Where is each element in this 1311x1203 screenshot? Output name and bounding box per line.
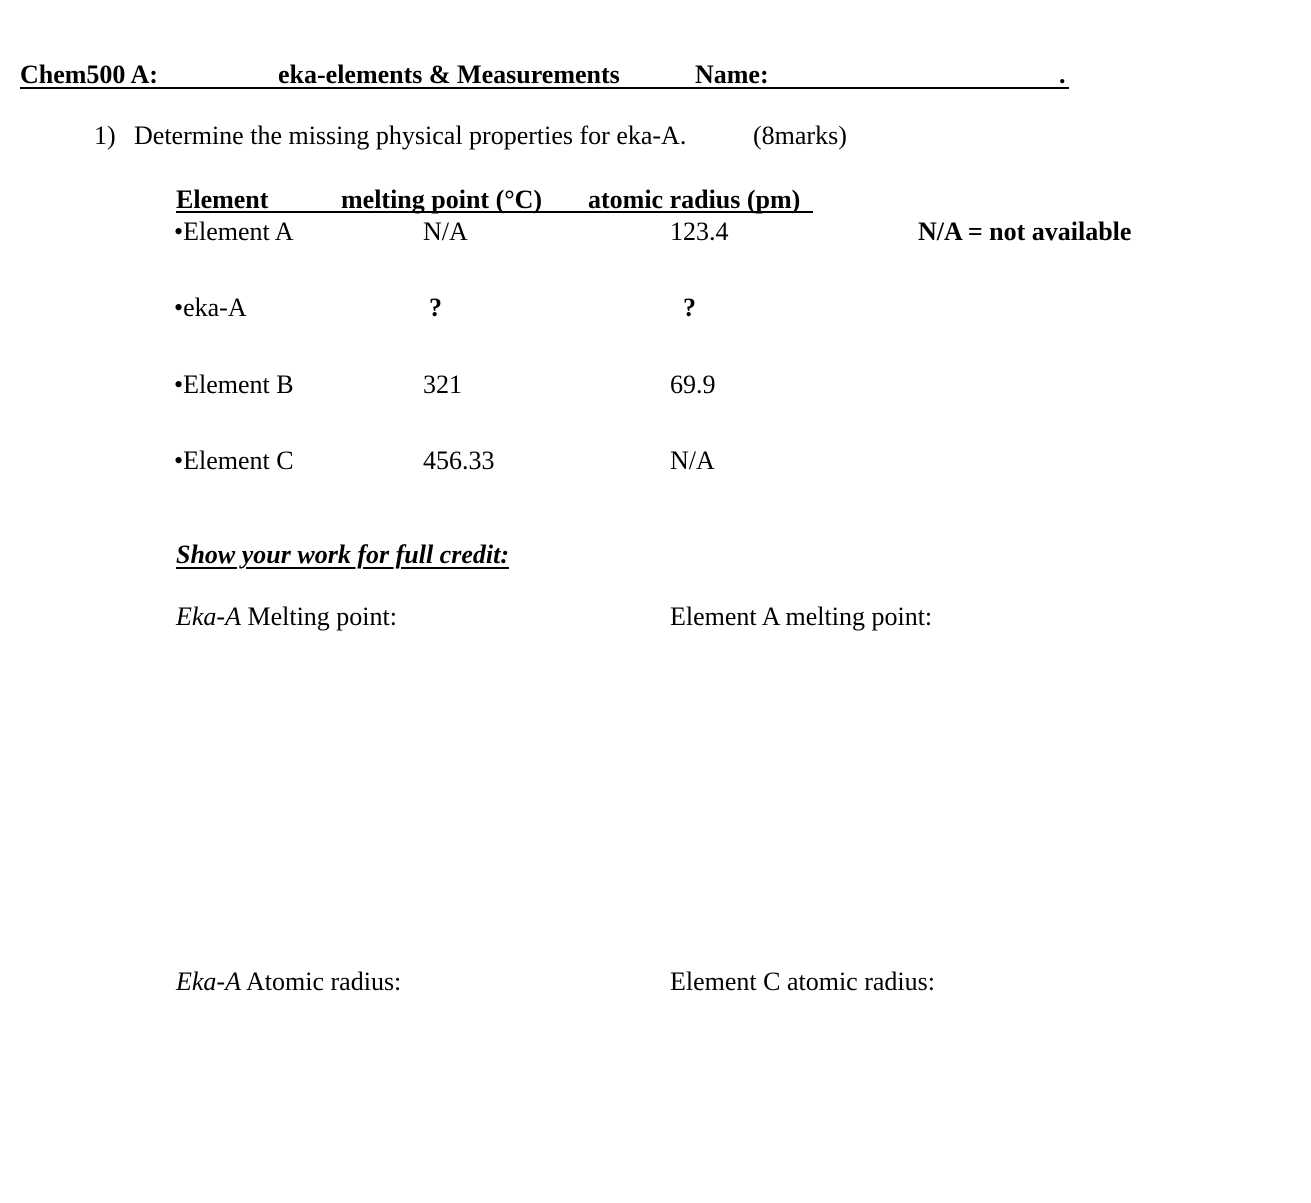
melting-point-label: Melting point: — [240, 602, 397, 631]
atomic-radius-label: Atomic radius: — [240, 967, 402, 996]
header-melting-point: melting point (°C) — [341, 185, 543, 214]
question-marks: (8marks) — [753, 121, 847, 150]
row-eka-a-melting: ? — [429, 293, 442, 322]
eka-a-prefix: Eka-A — [176, 602, 241, 631]
na-note: N/A = not available — [918, 217, 1132, 246]
row-element-a-radius: 123.4 — [670, 217, 729, 246]
name-line-end: . — [1059, 60, 1066, 89]
show-work-heading: Show your work for full credit: — [176, 540, 509, 569]
row-element-c-melting: 456.33 — [423, 446, 495, 475]
name-label: Name: — [695, 60, 769, 89]
row-element-b-name: •Element B — [174, 370, 294, 399]
question-number: 1) — [94, 121, 116, 150]
row-eka-a-radius: ? — [683, 293, 696, 322]
course-label: Chem500 A: — [20, 60, 158, 89]
row-element-a-name: •Element A — [174, 217, 294, 246]
element-a-melting-point-prompt: Element A melting point: — [670, 602, 933, 631]
row-element-b-radius: 69.9 — [670, 370, 716, 399]
header-underline — [20, 87, 1069, 89]
row-element-b-melting: 321 — [423, 370, 462, 399]
header-element: Element — [176, 185, 269, 214]
row-element-c-radius: N/A — [670, 446, 715, 475]
row-element-a-melting: N/A — [423, 217, 468, 246]
element-c-atomic-radius-prompt: Element C atomic radius: — [670, 967, 935, 996]
table-header-underline — [176, 211, 813, 213]
worksheet-title: eka-elements & Measurements — [278, 60, 620, 89]
eka-a-atomic-radius-prompt — [176, 967, 401, 997]
header-atomic-radius: atomic radius (pm) — [588, 185, 801, 214]
eka-a-prefix: Eka-A — [176, 967, 241, 996]
row-element-c-name: •Element C — [174, 446, 294, 475]
question-text: Determine the missing physical properties for eka-A. — [134, 121, 687, 150]
row-eka-a-name: •eka-A — [174, 293, 247, 322]
eka-a-melting-point-prompt — [176, 602, 397, 632]
